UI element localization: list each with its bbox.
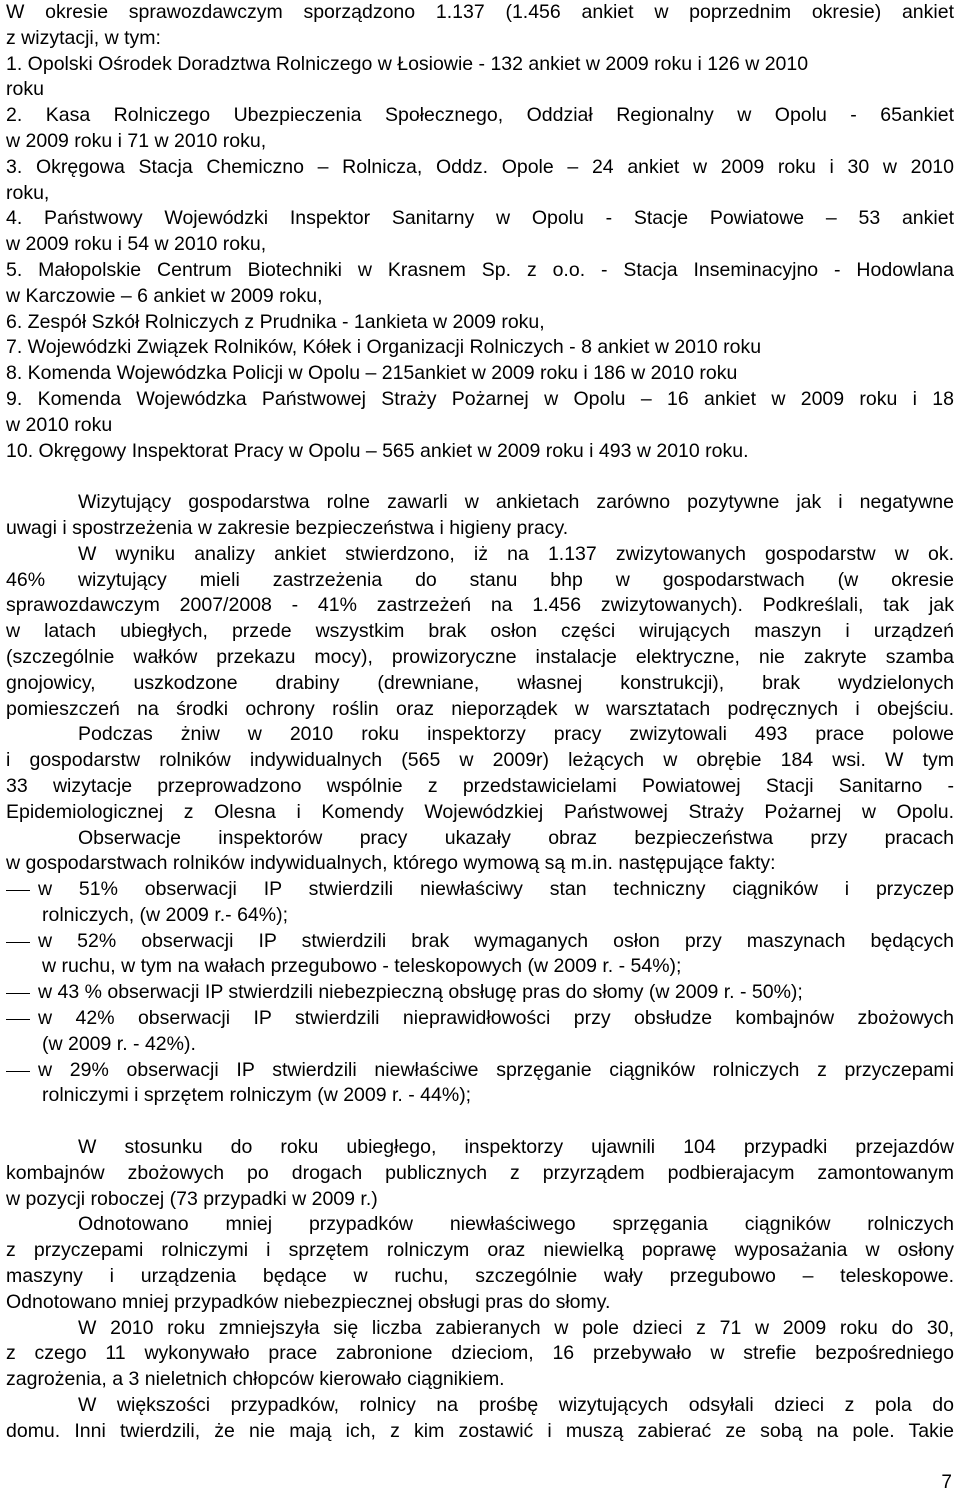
text-line: maszyny i urządzenia będące w ruchu, szczególnie wały przegubowo – teleskopowe. <box>6 1265 954 1288</box>
blank-line <box>6 464 954 490</box>
text-line: sprawozdawczym 2007/2008 - 41% zastrzeżeń na 1.456 zwizytowanych). Podkreślali, tak jak <box>6 594 954 617</box>
text-line: Odnotowano mniej przypadków niebezpiecznej obsługi pras do słomy. <box>6 1290 611 1313</box>
text-line: w gospodarstwach rolników indywidualnych, którego wymową są m.in. następujące fakty: <box>6 852 776 875</box>
text-line: W okresie sprawozdawczym sporządzono 1.137 (1.456 ankiet w poprzednim okresie) ankiet <box>6 1 954 23</box>
text-line: Wizytujący gospodarstwa rolne zawarli w ankietach zarówno pozytywne jak i negatywne <box>78 491 954 514</box>
text-line: domu. Inni twierdzili, że nie mają ich, z kim zostawić i muszą zabierać ze sobą na pole. Takie <box>6 1419 954 1442</box>
text-line: 46% wizytujący mieli zastrzeżenia do stanu bhp w gospodarstwach (w okresie <box>6 568 954 591</box>
text-line: gnojowicy, uszkodzone drabiny (drewniane, własnej konstrukcji), brak wydzielonych <box>6 671 954 694</box>
text-line: uwagi i spostrzeżenia w zakresie bezpieczeństwa i higieny pracy. <box>6 516 569 539</box>
text-line: (szczególnie wałków przekazu mocy), prowizoryczne instalacje elektryczne, nie zakryte szamba <box>6 645 954 668</box>
text-line: W większości przypadków, rolnicy na prośbę wizytujących odsyłali dzieci z pola do <box>78 1394 954 1417</box>
text-line: 5. Małopolskie Centrum Biotechniki w Krasnem Sp. z o.o. - Stacja Inseminacyjno - Hodowlana <box>6 258 954 281</box>
text-line: rolniczych, (w 2009 r.- 64%); <box>42 903 289 926</box>
text-line: z czego 11 wykonywało prace zabronione dzieciom, 16 przebywało w strefie bezpośredniego <box>6 1342 954 1365</box>
bullet-line: w 52% obserwacji IP stwierdzili brak wymaganych osłon przy maszynach będących <box>6 929 954 955</box>
text-line: 10. Okręgowy Inspektorat Pracy w Opolu – 565 ankiet w 2009 roku i 493 w 2010 roku. <box>6 439 749 462</box>
blank-line <box>6 1109 954 1135</box>
text-line: w Karczowie – 6 ankiet w 2009 roku, <box>6 284 323 307</box>
bullet-line: w 42% obserwacji IP stwierdzili nieprawidłowości przy obsłudze kombajnów zbożowych <box>6 1006 954 1032</box>
text-line: z przyczepami rolniczymi i sprzętem rolniczym oraz niewielką poprawę wyposażania w osłony <box>6 1239 954 1262</box>
text-line: roku <box>6 78 44 101</box>
bullet-line: w 51% obserwacji IP stwierdzili niewłaściwy stan techniczny ciągników i przyczep <box>6 877 954 903</box>
text-line: 7. Wojewódzki Związek Rolników, Kółek i Organizacji Rolniczych - 8 ankiet w 2010 roku <box>6 336 762 359</box>
text-line: 33 wizytacje przeprowadzono wspólnie z przedstawicielami Powiatowej Stacji Sanitarno - <box>6 774 954 797</box>
text-line: Odnotowano mniej przypadków niewłaściwego sprzęgania ciągników rolniczych <box>78 1213 954 1236</box>
text-line: Podczas żniw w 2010 roku inspektorzy pracy zwizytowali 493 prace polowe <box>78 723 954 746</box>
text-line: w 2010 roku <box>6 413 113 436</box>
text-line: 2. Kasa Rolniczego Ubezpieczenia Społecznego, Oddział Regionalny w Opolu - 65ankiet <box>6 104 954 127</box>
text-line: w pozycji roboczej (73 przypadki w 2009 r.) <box>6 1187 378 1210</box>
text-line: 8. Komenda Wojewódzka Policji w Opolu – 215ankiet w 2009 roku i 186 w 2010 roku <box>6 362 738 385</box>
text-line: Epidemiologicznej z Olesna i Komendy Wojewódzkiej Państwowej Straży Pożarnej w Opolu. <box>6 800 954 823</box>
document-page <box>6 0 954 1445</box>
page-number: 7 <box>941 1472 952 1493</box>
text-line: roku, <box>6 181 50 204</box>
text-line: 4. Państwowy Wojewódzki Inspektor Sanitarny w Opolu - Stacje Powiatowe – 53 ankiet <box>6 207 954 230</box>
text-line: W stosunku do roku ubiegłego, inspektorzy ujawnili 104 przypadki przejazdów <box>78 1136 954 1159</box>
text-line: w ruchu, w tym na wałach przegubowo - teleskopowych (w 2009 r. - 54%); <box>42 955 682 978</box>
text-line: i gospodarstw rolników indywidualnych (565 w 2009r) leżących w obrębie 184 wsi. W tym <box>6 749 954 772</box>
text-line: Obserwacje inspektorów pracy ukazały obraz bezpieczeństwa przy pracach <box>78 826 954 849</box>
text-line: 6. Zespół Szkół Rolniczych z Prudnika - 1ankieta w 2009 roku, <box>6 310 545 333</box>
text-line: rolniczymi i sprzętem rolniczym (w 2009 r. - 44%); <box>42 1084 472 1107</box>
text-line: w 2009 roku i 54 w 2010 roku, <box>6 233 267 256</box>
text-line: pomieszczeń na środki ochrony roślin oraz nieporządek w warsztatach podręcznych i obejściu. <box>6 697 954 720</box>
text-line: (w 2009 r. - 42%). <box>42 1032 196 1055</box>
text-line: 9. Komenda Wojewódzka Państwowej Straży Pożarnej w Opolu – 16 ankiet w 2009 roku i 18 <box>6 387 954 410</box>
text-line: W 2010 roku zmniejszyła się liczba zabieranych w pole dzieci z 71 w 2009 roku do 30, <box>78 1316 954 1339</box>
text-line: 1. Opolski Ośrodek Doradztwa Rolniczego w Łosiowie - 132 ankiet w 2009 roku i 126 w 2010 <box>6 52 809 75</box>
text-line: z wizytacji, w tym: <box>6 26 161 49</box>
text-line: W wyniku analizy ankiet stwierdzono, iż na 1.137 zwizytowanych gospodarstw w ok. <box>78 542 954 565</box>
bullet-line: w 29% obserwacji IP stwierdzili niewłaściwe sprzęganie ciągników rolniczych z przyczepami <box>6 1058 954 1084</box>
bullet-line: w 43 % obserwacji IP stwierdzili niebezpieczną obsługę pras do słomy (w 2009 r. - 50%); <box>6 980 954 1006</box>
text-line: w latach ubiegłych, przede wszystkim brak osłon części wirujących maszyn i urządzeń <box>6 620 954 643</box>
text-line: 3. Okręgowa Stacja Chemiczno – Rolnicza, Oddz. Opole – 24 ankiet w 2009 roku i 30 w 2010 <box>6 155 954 178</box>
text-line: kombajnów zbożowych po drogach publicznych z przyrządem podbierajacym zamontowanym <box>6 1161 954 1184</box>
text-line: w 2009 roku i 71 w 2010 roku, <box>6 129 267 152</box>
text-line: zagrożenia, a 3 nieletnich chłopców kierowało ciągnikiem. <box>6 1368 505 1391</box>
